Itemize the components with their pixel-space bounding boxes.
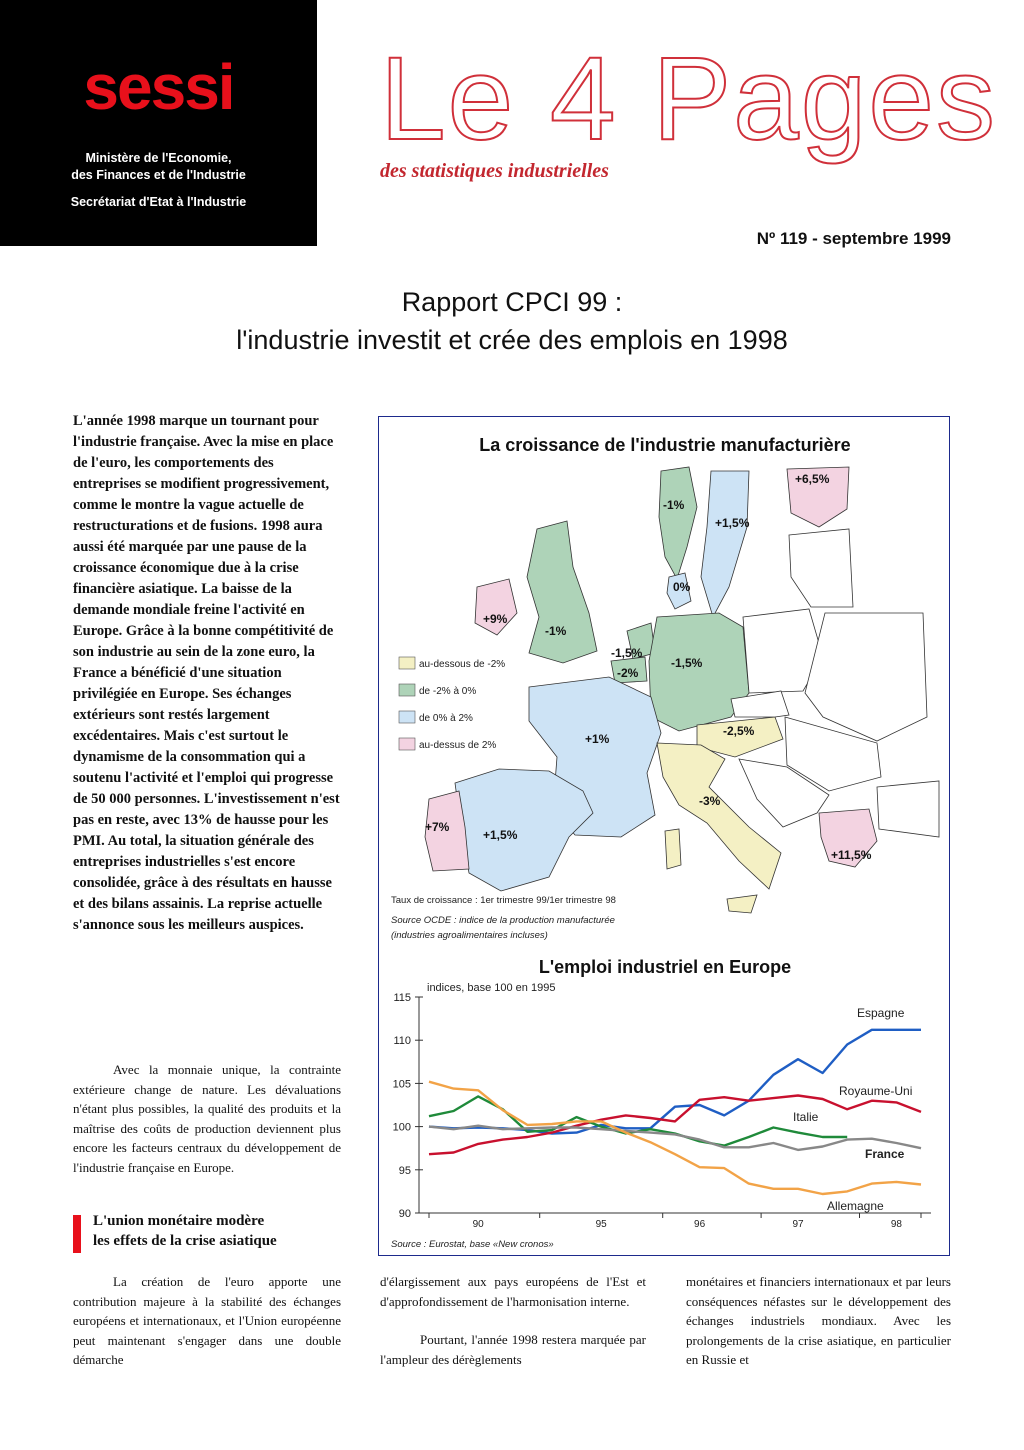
map-label-austria: -2,5% <box>723 724 755 738</box>
intro-paragraph: L'année 1998 marque un tournant pour l'industrie française. Avec la mise en place de l'euro, les comportements des entreprises se modifient progressivement, comme le montre la vague actuelle de restructurations et de fusions. 1998 aura aussi été marquée par une pause de la croissance économique due à la crise financière asiatique. La baisse de la demande mondiale freine l'activité en Europe. Grâce à la bonne compétitivité de son industrie au sein de la zone euro, la France a bénéficié d'une situation privilégiée en Europe. Ses échanges extérieurs sont restés largement excédentaires. Mais c'est surtout le dynamisme de la consommation qui a soutenu l'activité et l'emploi qui progresse de 50 000 personnes. L'investissement n'est pas en reste, avec 13% de hausse pour les PMI. Au total, la situation générale des entreprises industrielles s'est encore consolidée, grâce à des résultats en hausse et des bilans assainis. La reprise actuelle s'annonce sous les meilleurs auspices. <box>73 413 340 933</box>
headline-line-1: Rapport CPCI 99 : <box>401 287 623 317</box>
x-tick-label: 96 <box>694 1219 706 1230</box>
y-tick-label: 90 <box>398 1208 411 1220</box>
chart-source: Source : Eurostat, base «New cronos» <box>391 1239 554 1250</box>
legend-swatch-au-dessous-de-2- <box>399 657 415 669</box>
body-paragraph-3b: Pourtant, l'année 1998 restera marquée par l'ampleur des dérèglements <box>380 1332 646 1367</box>
y-tick-label: 105 <box>392 1078 411 1091</box>
body-paragraph-1: Avec la monnaie unique, la contrainte extérieure change de nature. Les dévaluations n'étant plus possibles, la qualité des produits et la maîtrise des coûts de production deviennent plus encore les facteurs centraux du développement de l'industrie française en Europe. <box>73 1062 341 1175</box>
masthead-title: Le 4 Pages <box>380 33 998 165</box>
y-tick-label: 100 <box>392 1121 411 1134</box>
chart-axes <box>393 992 931 1230</box>
map-region-sardinia <box>665 829 681 869</box>
ministry-line-1: Ministère de l'Economie, <box>85 151 232 165</box>
chart-title: L'emploi industriel en Europe <box>538 957 792 977</box>
map-title: La croissance de l'industrie manufacturière <box>479 435 851 455</box>
map-label-germany: -1,5% <box>671 656 703 670</box>
publisher-logo-block <box>0 0 317 246</box>
secretariat-line: Secrétariat d'Etat à l'Industrie <box>70 195 247 209</box>
masthead-subtitle: des statistiques industrielles <box>380 160 609 182</box>
legend-label-au-dessous-de-2-: au-dessous de -2% <box>419 659 506 670</box>
map-label-ireland: +9% <box>483 612 508 626</box>
map-region-baltics <box>789 529 853 607</box>
map-label-scandinavia-east: +1,5% <box>715 516 750 530</box>
y-tick-label: 115 <box>393 992 411 1004</box>
x-tick-label: 98 <box>890 1219 902 1230</box>
map-note-3: (industries agroalimentaires incluses) <box>391 930 548 941</box>
subheading-line-1: L'union monétaire modère <box>93 1213 265 1229</box>
map-label-france: +1% <box>585 732 610 746</box>
map-region-sicily <box>727 895 757 913</box>
map-region-ireland <box>475 579 517 635</box>
map-legend <box>399 657 505 751</box>
map-label-spain: +1,5% <box>483 828 518 842</box>
figure-svg <box>379 417 951 1257</box>
body-paragraph-2: La création de l'euro apporte une contribution majeure à la stabilité des échanges européens et internationaux, et l'Union européenne peut maintenant s'engager dans une double démarche <box>73 1274 341 1367</box>
map-label-belgium: -2% <box>617 666 639 680</box>
map-note-2: Source OCDE : indice de la production manufacturée <box>391 915 615 926</box>
series-line-royaume-uni <box>429 1096 921 1155</box>
map-region-scandinavia-east <box>701 471 749 617</box>
map-label-italy: -3% <box>699 794 721 808</box>
chart-lines <box>429 1030 921 1194</box>
map-label-portugal: +7% <box>425 820 450 834</box>
headline-line-2: l'industrie investit et crée des emplois en 1998 <box>236 325 788 355</box>
x-tick-label: 97 <box>792 1219 804 1230</box>
subheading-marker <box>73 1215 81 1253</box>
subheading-line-2: les effets de la crise asiatique <box>93 1233 277 1249</box>
legend-swatch-de-2-0- <box>399 684 415 696</box>
body-paragraph-4: monétaires et financiers internationaux et par leurs conséquences néfastes sur le développement des échanges industriels mondiaux. Avec les prolongements de la crise asiatique, en particulier en Russie et <box>686 1274 951 1367</box>
map-note-1: Taux de croissance : 1er trimestre 99/1er trimestre 98 <box>391 895 616 906</box>
issue-number: Nº 119 - septembre 1999 <box>756 229 951 248</box>
y-tick-label: 110 <box>393 1035 411 1048</box>
map-region-uk <box>527 521 597 663</box>
europe-map <box>425 467 939 913</box>
map-region-belarus-ukraine <box>805 613 927 741</box>
legend-swatch-de-0-2- <box>399 711 415 723</box>
map-region-spain <box>455 769 593 891</box>
x-tick-label: 95 <box>595 1219 607 1230</box>
map-label-denmark: 0% <box>673 580 691 594</box>
sessi-logo: sessi <box>83 51 234 123</box>
x-tick-label: 90 <box>472 1219 484 1230</box>
body-paragraph-3a: d'élargissement aux pays européens de l'Est et d'approfondissement de l'harmonisation interne. <box>380 1274 646 1309</box>
legend-label-de-2-0-: de -2% à 0% <box>419 686 477 697</box>
legend-label-au-dessus-de-2-: au-dessus de 2% <box>419 740 497 751</box>
legend-label-de-0-2-: de 0% à 2% <box>419 713 473 724</box>
map-label-uk: -1% <box>545 624 567 638</box>
map-label-sweden: -1% <box>663 498 685 512</box>
map-region-sweden <box>659 467 697 579</box>
series-label-france: France <box>865 1147 905 1161</box>
series-line-espagne <box>429 1030 921 1134</box>
y-tick-label: 95 <box>398 1164 411 1177</box>
map-label-finland: +6,5% <box>795 472 830 486</box>
series-label-allemagne: Allemagne <box>827 1199 884 1213</box>
ministry-line-2: des Finances et de l'Industrie <box>71 168 246 182</box>
series-label-italie: Italie <box>793 1110 819 1124</box>
series-label-royaume-uni: Royaume-Uni <box>839 1084 913 1098</box>
chart-subtitle: indices, base 100 en 1995 <box>427 982 556 994</box>
map-label-netherlands: -1,5% <box>611 646 643 660</box>
legend-swatch-au-dessus-de-2- <box>399 738 415 750</box>
map-label-greece: +11,5% <box>831 848 872 862</box>
figure-box <box>378 416 950 1256</box>
series-label-espagne: Espagne <box>857 1006 905 1020</box>
map-region-turkey <box>877 781 939 837</box>
